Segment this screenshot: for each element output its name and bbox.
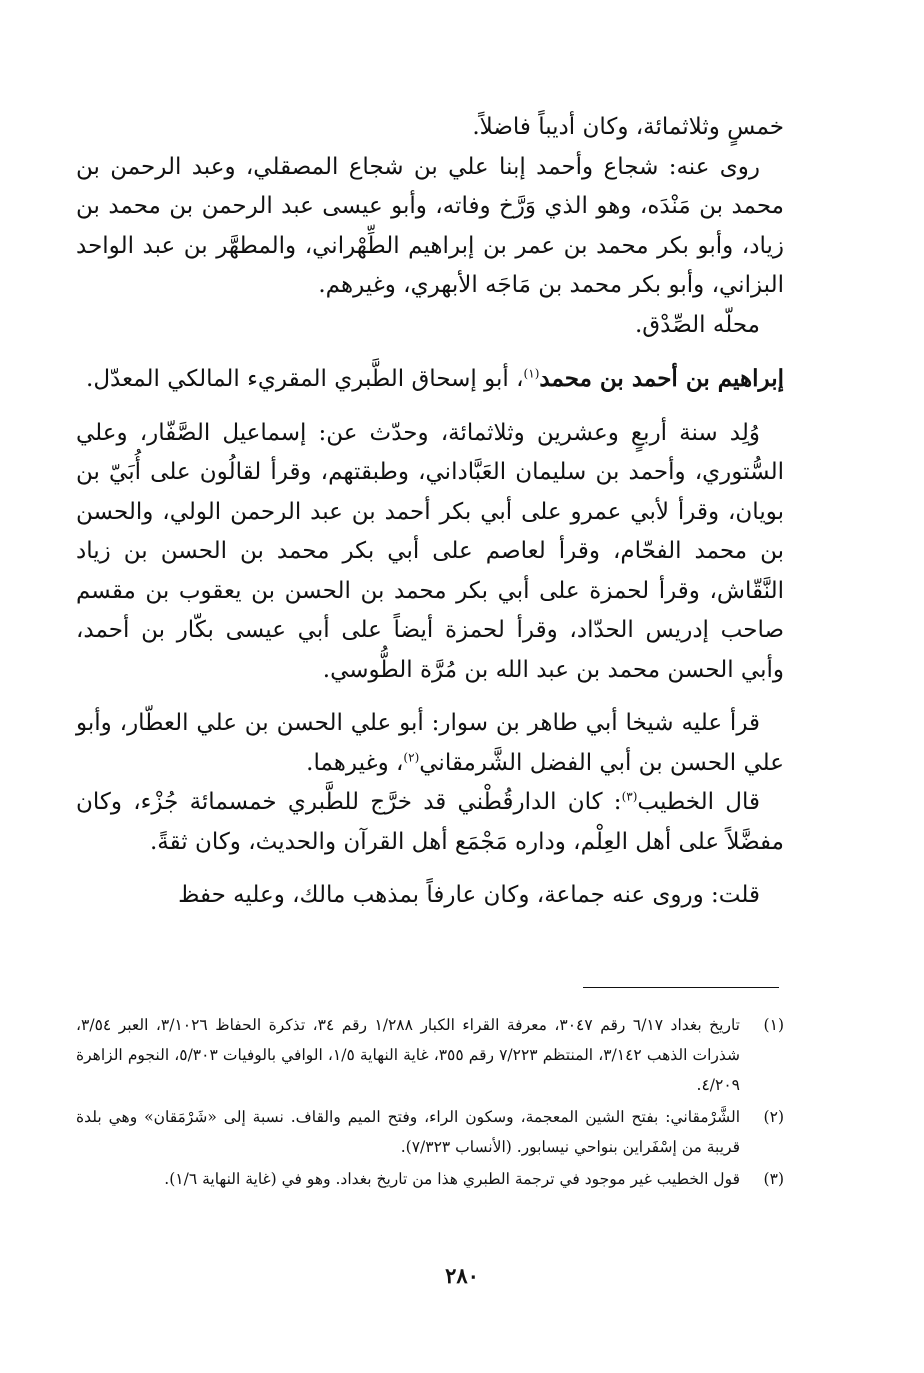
paragraph-khatib xyxy=(76,783,784,862)
entry-heading xyxy=(76,359,784,400)
khatib-text-a: قال الخطيب xyxy=(637,789,760,815)
main-text xyxy=(76,108,784,916)
footnote-text: الشَّرْمقاني: بفتح الشين المعجمة، وسكون الراء، وفتح الميم والقاف. نسبة إلى «شَرْمَقان» وهي بلدة قريبة من إسْفَراين بنواحي نيسابور. (الأنساب ٧/٣٢٣). xyxy=(76,1108,740,1156)
students-text-a: قرأ عليه شيخا أبي طاهر بن سوار: أبو علي الحسن بن علي العطّار، وأبو علي الحسن بن أبي الفضل الشَّرمقاني xyxy=(76,710,784,776)
footnote xyxy=(76,1164,784,1194)
paragraph-students xyxy=(76,704,784,783)
footnote-ref-3: (٣) xyxy=(621,789,638,804)
footnote xyxy=(76,1102,784,1162)
page-number: ٢٨٠ xyxy=(445,1263,479,1288)
paragraph-1: خمسٍ وثلاثمائة، وكان أديباً فاضلاً. xyxy=(472,114,784,140)
entry-title-rest: ، أبو إسحاق الطَّبري المقريء المالكي المعدّل. xyxy=(86,366,524,392)
footnote-text: تاريخ بغداد ٦/١٧ رقم ٣٠٤٧، معرفة القراء الكبار ١/٢٨٨ رقم ٣٤، تذكرة الحفاظ ٣/١٠٢٦، العبر ٣/٥٤، شذرات الذهب ٣/١٤٢، المنتظم ٧/٢٢٣ رقم ٣٥٥، غاية النهاية ١/٥، الوافي بالوفيات ٥/٣٠٣، النجوم الزاهرة ٤/٢٠٩. xyxy=(76,1016,741,1094)
footnote xyxy=(76,1010,784,1100)
entry-title: إبراهيم بن أحمد بن محمد xyxy=(539,365,784,392)
khatib-text-b: : كان الدارقُطْني قد خرَّج للطَّبري خمسمائة جُزْء، وكان مفضَّلاً على أهل العِلْم، وداره مَجْمَع أهل القرآن والحديث، وكان ثقةً. xyxy=(76,789,784,855)
footnote-number: (١) xyxy=(763,1016,784,1034)
footnote-number: (٣) xyxy=(763,1170,784,1188)
paragraph-status: محلّه الصِّدْق. xyxy=(635,311,760,338)
paragraph-narrators: روى عنه: شجاع وأحمد إبنا علي بن شجاع المصقلي، وعبد الرحمن بن محمد بن مَنْدَه، وهو الذي وَرَّخ وفاته، وأبو عيسى عبد الرحمن بن محمد بن زياد، وأبو بكر محمد بن عمر بن إبراهيم الطِّهْراني، والمطهَّر بن عبد الواحد البزاني، وأبو بكر محمد بن مَاجَه الأبهري، وغيرهم. xyxy=(76,153,784,298)
footnote-separator xyxy=(583,987,779,988)
footnote-text: قول الخطيب غير موجود في ترجمة الطبري هذا من تاريخ بغداد. وهو في (غاية النهاية ١/٦). xyxy=(164,1170,740,1188)
footnote-number: (٢) xyxy=(763,1108,784,1126)
footnote-ref-2: (٢) xyxy=(403,749,420,764)
footnotes xyxy=(76,1010,784,1196)
footnote-ref-1: (١) xyxy=(523,366,540,381)
students-text-b: ، وغيرهما. xyxy=(306,749,404,776)
paragraph-note: قلت: وروى عنه جماعة، وكان عارفاً بمذهب مالك، وعليه حفظ xyxy=(178,882,760,908)
page-body xyxy=(76,108,784,916)
paragraph-birth: وُلِد سنة أربعٍ وعشرين وثلاثمائة، وحدّث عن: إسماعيل الصَّفّار، وعلي السُّتوري، وأحمد بن سليمان العَبَّاداني، وطبقتهم، وقرأ لقالُون على أُبَيّ بن بويان، وقرأ لأبي عمرو على أبي بكر أحمد بن عبد الرحمن الولي، والحسن بن محمد الفحّام، وقرأ لعاصم على أبي بكر محمد بن الحسن بن زياد النَّقّاش، وقرأ لحمزة على أبي بكر محمد بن الحسن بن يعقوب بن مقسم صاحب إدريس الحدّاد، وقرأ لحمزة أيضاً على أبي عيسى بكّار بن أحمد، وأبي الحسن محمد بن عبد الله بن مُرَّة الطُّوسي. xyxy=(76,419,784,683)
